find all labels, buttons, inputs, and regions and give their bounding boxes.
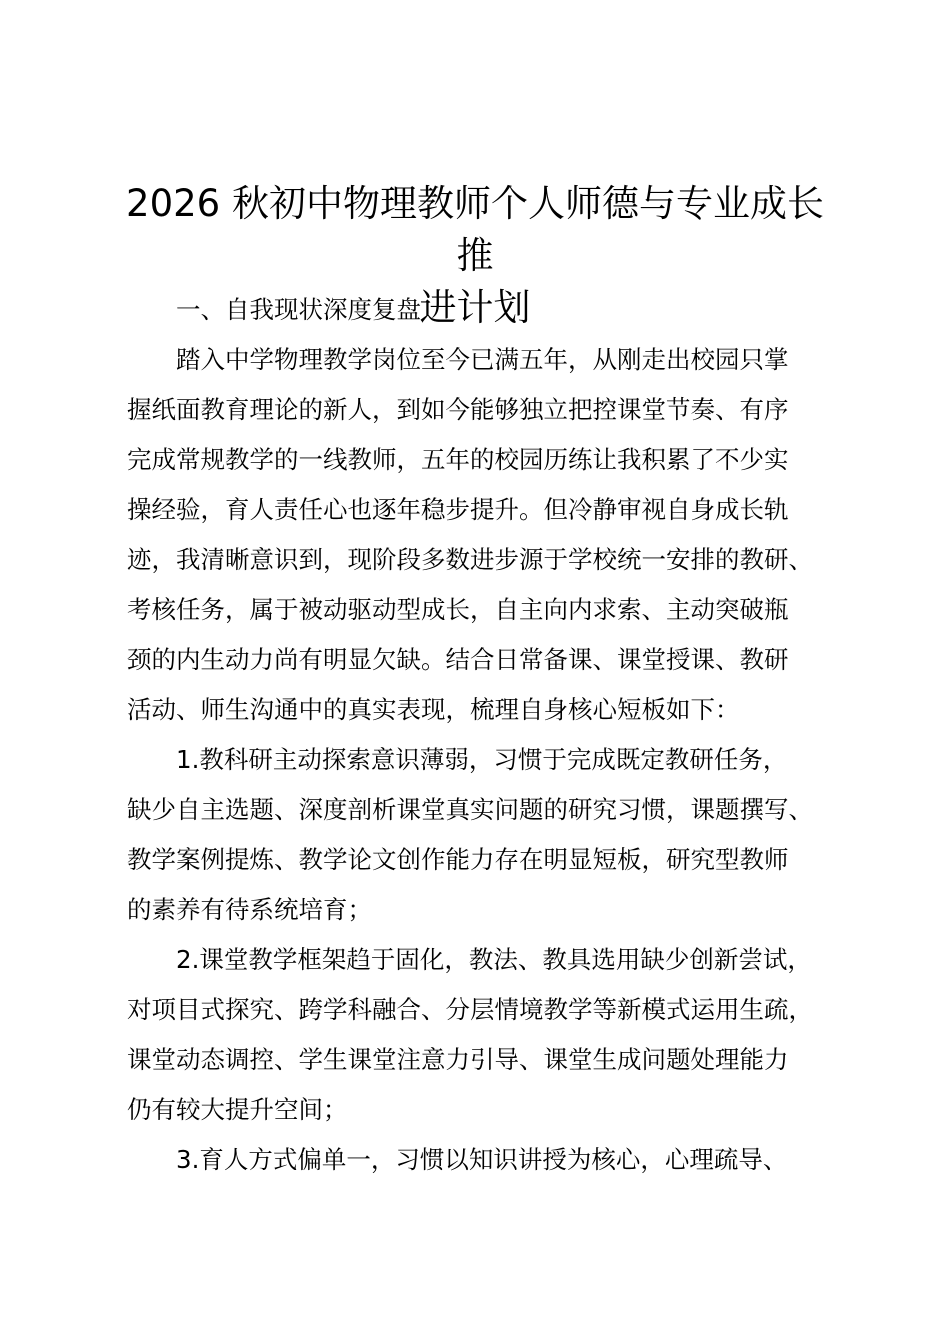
paragraph-line: 迹，我清晰意识到，现阶段多数进步源于学校统一安排的教研、	[127, 545, 813, 574]
list-item-2	[127, 935, 852, 1135]
section-heading: 一、自我现状深度复盘	[176, 295, 421, 324]
paragraph-line: 教学案例提炼、教学论文创作能力存在明显短板，研究型教师	[127, 845, 789, 874]
paragraph-line: 2.课堂教学框架趋于固化，教法、教具选用缺少创新尝试，	[176, 945, 812, 974]
document-body	[127, 285, 852, 1185]
paragraph-line: 缺少自主选题、深度剖析课堂真实问题的研究习惯，课题撰写、	[127, 795, 813, 824]
paragraph-self-review	[127, 335, 852, 735]
title-line: 2026 秋初中物理教师个人师德与专业成长推	[126, 182, 824, 277]
title-line: 进计划	[419, 286, 531, 329]
paragraph-line: 课堂动态调控、学生课堂注意力引导、课堂生成问题处理能力	[127, 1045, 789, 1074]
list-item-3	[127, 1135, 852, 1185]
paragraph-line: 握纸面教育理论的新人，到如今能够独立把控课堂节奏、有序	[127, 395, 789, 424]
paragraph-line: 对项目式探究、跨学科融合、分层情境教学等新模式运用生疏，	[127, 995, 813, 1024]
paragraph-line: 活动、师生沟通中的真实表现，梳理自身核心短板如下：	[127, 695, 740, 724]
paragraph-line: 颈的内生动力尚有明显欠缺。结合日常备课、课堂授课、教研	[127, 645, 789, 674]
paragraph-line: 操经验，育人责任心也逐年稳步提升。但冷静审视自身成长轨	[127, 495, 789, 524]
list-item-1	[127, 735, 852, 935]
paragraph-line: 的素养有待系统培育；	[127, 895, 372, 924]
paragraph-line: 完成常规教学的一线教师，五年的校园历练让我积累了不少实	[127, 445, 789, 474]
paragraph-line: 仍有较大提升空间；	[127, 1095, 348, 1124]
paragraph-line: 1.教科研主动探索意识薄弱，习惯于完成既定教研任务，	[176, 745, 788, 774]
paragraph-line: 3.育人方式偏单一，习惯以知识讲授为核心，心理疏导、	[176, 1145, 788, 1174]
paragraph-line: 考核任务，属于被动驱动型成长，自主向内求索、主动突破瓶	[127, 595, 789, 624]
paragraph-line: 踏入中学物理教学岗位至今已满五年，从刚走出校园只掌	[176, 345, 789, 374]
